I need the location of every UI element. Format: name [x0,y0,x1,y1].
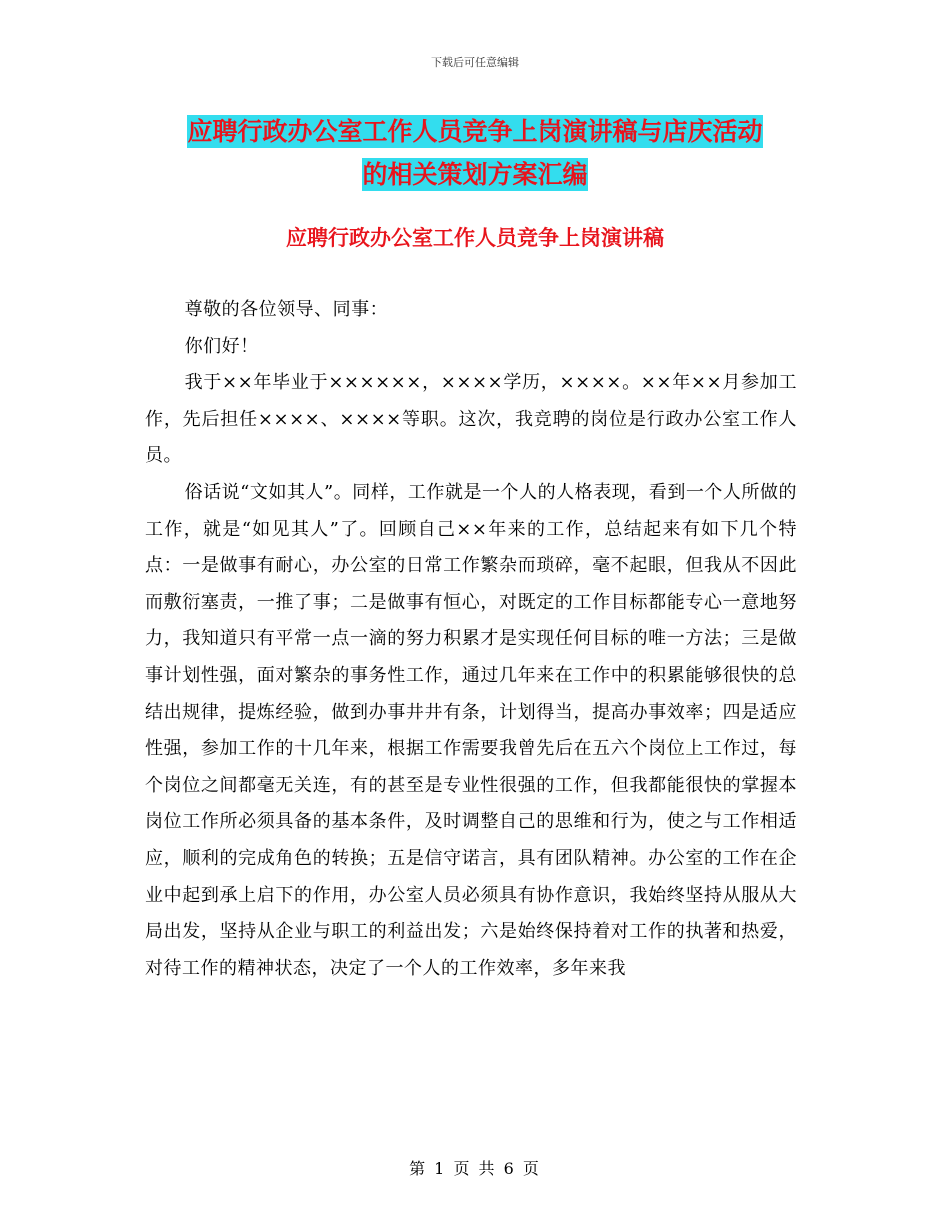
title-line-2: 的相关策划方案汇编 [362,160,588,189]
paragraph-greeting: 你们好！ [184,335,259,357]
paragraph-background: 我于××年毕业于××××××，××××学历，××××。××年××月参加工作，先后担任××××、××××等职。这次，我竞聘的岗位是行政办公室工作人员。 [145,372,797,467]
body-text [145,292,797,987]
page-number-footer: 第 1 页 共 6 页 [409,1159,541,1178]
paragraph-characteristics: 俗话说“文如其人”。同样，工作就是一个人的人格表现，看到一个人所做的工作，就是“如见其人”了。回顾自己××年来的工作，总结起来有如下几个特点：一是做事有耐心，办公室的日常工作繁杂而琐碎，毫不起眼，但我从不因此而敷衍塞责，一推了事；二是做事有恒心，对既定的工作目标都能专心一意地努力，我知道只有平常一点一滴的努力积累才是实现任何目标的唯一方法；三是做事计划性强，面对繁杂的事务性工作，通过几年来在工作中的积累能够很快的总结出规律，提炼经验，做到办事井井有条，计划得当，提高办事效率；四是适应性强，参加工作的十几年来，根据工作需要我曾先后在五六个岗位上工作过，每个岗位之间都毫无关连，有的甚至是专业性很强的工作，但我都能很快的掌握本岗位工作所必须具备的基本条件，及时调整自己的思维和行为，使之与工作相适应，顺利的完成角色的转换；五是信守诺言，具有团队精神。办公室的工作在企业中起到承上启下的作用，办公室人员必须具有协作意识，我始终坚持从服从大局出发，坚持从企业与职工的利益出发；六是始终保持着对工作的执著和热爱，对待工作的精神状态，决定了一个人的工作效率，多年来我 [145,481,797,979]
document-title [150,110,800,196]
paragraph-salutation: 尊敬的各位领导、同事： [184,299,389,320]
title-line-1: 应聘行政办公室工作人员竞争上岗演讲稿与店庆活动 [187,117,763,146]
section-title: 应聘行政办公室工作人员竞争上岗演讲稿 [286,225,664,250]
header-note: 下载后可任意编辑 [431,56,519,69]
